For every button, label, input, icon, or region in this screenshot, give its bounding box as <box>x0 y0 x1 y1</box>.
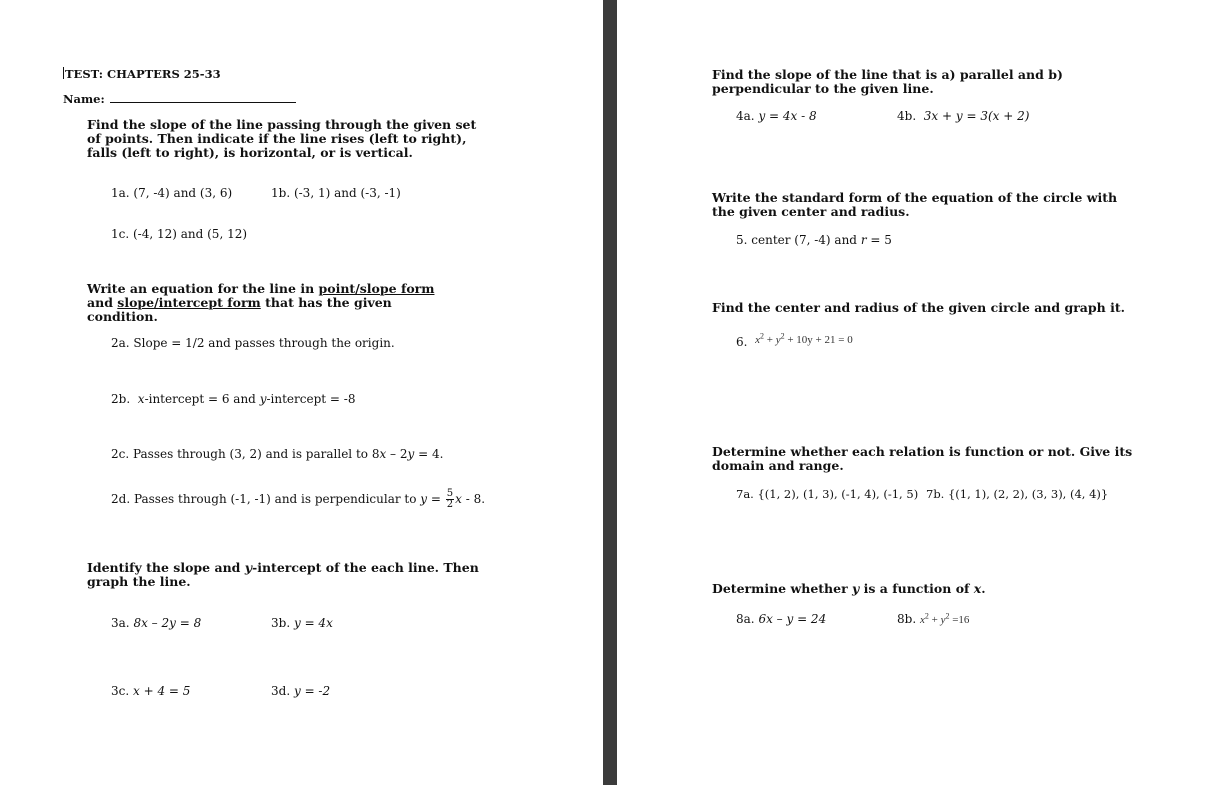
test-title: TEST: CHAPTERS 25-33 <box>65 67 221 81</box>
name-blank-line[interactable] <box>110 92 296 103</box>
section-3-heading: Identify the slope and y-intercept of the each line. Then graph the line. <box>87 560 479 589</box>
section-5-heading: Write the standard form of the equation of the circle with the given center and radius. <box>712 190 1118 219</box>
question-1b: 1b. (-3, 1) and (-3, -1) <box>271 186 401 200</box>
left-page <box>0 0 603 785</box>
question-6: 6. $x^2 + y^2 + 10y + 21 = 0$ <box>736 331 853 349</box>
name-field[interactable]: Name: <box>63 92 296 106</box>
question-4b: 4b. 3x + y = 3(x + 2) <box>897 109 1030 123</box>
question-1c: 1c. (-4, 12) and (5, 12) <box>111 227 248 241</box>
section-7-heading: Determine whether each relation is function or not. Give its domain and range. <box>712 444 1133 473</box>
question-5: 5. center (7, -4) and r = 5 <box>736 233 892 247</box>
question-2b: 2b. x-intercept = 6 and y-intercept = -8 <box>111 392 356 406</box>
section-8-heading: Determine whether y is a function of x. <box>712 581 986 596</box>
question-8b: 8b. $x^2 + y^2 =16$ <box>897 611 970 626</box>
section-1-heading: Find the slope of the line passing through the given set of points. Then indicate if the line rises (left to right), falls (left to right), is horizontal, or is vertical. <box>87 117 477 160</box>
slope-intercept-form-term: slope/intercept form <box>117 295 261 310</box>
question-1a: 1a. (7, -4) and (3, 6) <box>111 186 233 200</box>
text-cursor <box>63 67 64 79</box>
question-3c: 3c. x + 4 = 5 <box>111 684 191 698</box>
question-7b: 7b. {(1, 1), (2, 2), (3, 3), (4, 4)} <box>926 487 1109 501</box>
section-4-heading: Find the slope of the line that is a) parallel and b) perpendicular to the given line. <box>712 67 1063 96</box>
question-3d: 3d. y = -2 <box>271 684 331 698</box>
question-3b: 3b. y = 4x <box>271 616 333 630</box>
point-slope-form-term: point/slope form <box>318 281 435 296</box>
section-6-heading: Find the center and radius of the given circle and graph it. <box>712 300 1125 315</box>
question-4a: 4a. y = 4x - 8 <box>736 109 817 123</box>
question-8a: 8a. 6x – y = 24 <box>736 612 827 626</box>
question-2c: 2c. Passes through (3, 2) and is parallel to 8x – 2y = 4. <box>111 447 444 461</box>
question-2a: 2a. Slope = 1/2 and passes through the origin. <box>111 336 395 350</box>
question-2d: 2d. Passes through (-1, -1) and is perpendicular to y = $\frac{5}{2}$ x - 8. <box>111 488 486 510</box>
right-page <box>617 0 1224 785</box>
fraction-five-halves: $\frac{5}{2}$ <box>446 488 454 510</box>
circle-equation: $x^2 + y^2 + 10y + 21 = 0$ <box>755 331 853 346</box>
relation-equation: $x^2 + y^2 =16$ <box>919 611 970 626</box>
question-3a: 3a. 8x – 2y = 8 <box>111 616 202 630</box>
section-2-heading: Write an equation for the line in point/slope form and slope/intercept form that has the given condition. <box>87 281 435 324</box>
page-divider <box>603 0 617 785</box>
question-7a: 7a. {(1, 2), (1, 3), (-1, 4), (-1, 5) <box>736 487 919 501</box>
